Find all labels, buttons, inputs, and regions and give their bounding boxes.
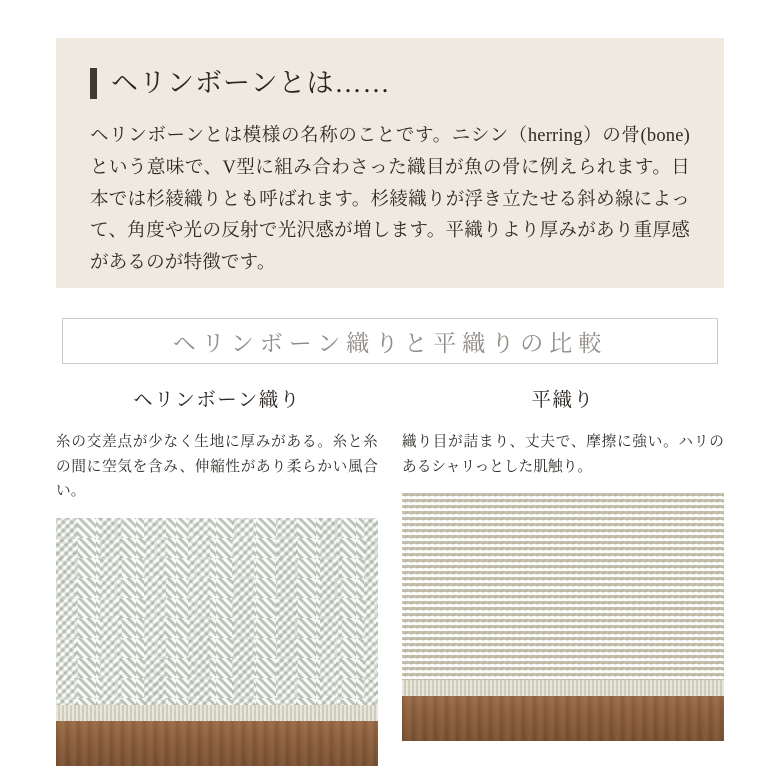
wood-floor-plain (402, 696, 724, 741)
column-title-plain: 平織り (531, 390, 595, 411)
comparison-title-band (62, 318, 718, 364)
column-desc-herringbone: 糸の交差点が少なく生地に厚みがある。糸と糸の間に空気を含み、伸縮性があり柔らかい風合い。 (56, 434, 378, 500)
photo-herringbone (56, 518, 378, 766)
intro-panel (56, 38, 724, 288)
fabric-texture-plain (402, 493, 724, 698)
rug-fringe-plain (402, 680, 724, 696)
comparison-title-text: ヘリンボーン織りと平織りの比較 (172, 330, 608, 356)
fabric-texture-herringbone (56, 518, 378, 723)
wood-floor-herringbone (56, 721, 378, 766)
comparison-columns (56, 384, 724, 766)
intro-heading-text: ヘリンボーンとは…… (111, 67, 391, 98)
column-plain (402, 384, 724, 766)
column-desc-plain: 織り目が詰まり、丈夫で、摩擦に強い。ハリのあるシャリっとした肌触り。 (402, 434, 724, 475)
column-title-herringbone: ヘリンボーン織り (133, 390, 301, 411)
intro-heading (90, 68, 690, 99)
heading-accent-bar (90, 68, 97, 99)
intro-body-text: ヘリンボーンとは模様の名称のことです。ニシン（herring）の骨(bone)という意味で、V型に組み合わさった織目が魚の骨に例えられます。日本では杉綾織りとも呼ばれます。杉綾織りが浮き立たせる斜め線によって、角度や光の反射で光沢感が増します。平織りより厚みがあり重厚感があるのが特徴です。 (90, 126, 690, 274)
photo-plain (402, 493, 724, 741)
column-herringbone (56, 384, 378, 766)
rug-fringe-herringbone (56, 705, 378, 721)
